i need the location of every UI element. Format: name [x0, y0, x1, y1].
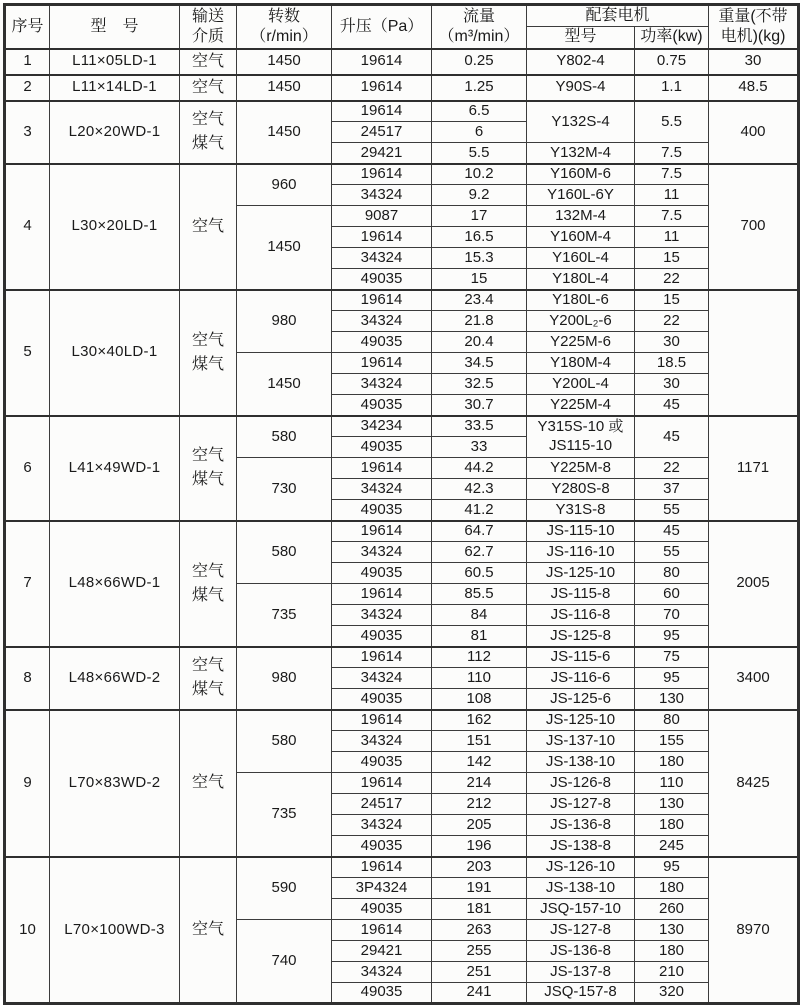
motor-model-cell: Y315S-10 或 JS115-10: [527, 416, 635, 458]
motor-power-cell: 95: [635, 668, 709, 689]
pressure-cell: 19614: [332, 584, 432, 605]
motor-power-cell: 11: [635, 185, 709, 206]
flow-cell: 21.8: [432, 311, 527, 332]
pressure-cell: 49035: [332, 395, 432, 416]
pressure-cell: 19614: [332, 773, 432, 794]
weight-cell: [709, 290, 799, 416]
pressure-cell: 19614: [332, 710, 432, 731]
flow-cell: 196: [432, 836, 527, 857]
seq-cell: 9: [5, 710, 50, 857]
motor-power-cell: 320: [635, 983, 709, 1004]
table-row: [5, 710, 799, 731]
col-header-flow: [432, 5, 527, 49]
motor-power-cell: 22: [635, 269, 709, 290]
seq-cell: 6: [5, 416, 50, 521]
pressure-cell: 19614: [332, 647, 432, 668]
motor-power-cell: 260: [635, 899, 709, 920]
speed-cell: 580: [237, 710, 332, 773]
motor-model-cell: Y160L-6Y: [527, 185, 635, 206]
pressure-cell: 19614: [332, 290, 432, 311]
motor-power-cell: 70: [635, 605, 709, 626]
seq-cell: 1: [5, 49, 50, 75]
weight-cell: 400: [709, 101, 799, 164]
flow-cell: 23.4: [432, 290, 527, 311]
pressure-cell: 19614: [332, 75, 432, 101]
flow-cell: 16.5: [432, 227, 527, 248]
flow-cell: 214: [432, 773, 527, 794]
model-cell: L41×49WD-1: [50, 416, 180, 521]
motor-model-cell: JS-116-6: [527, 668, 635, 689]
model-cell: L11×05LD-1: [50, 49, 180, 75]
motor-power-cell: 7.5: [635, 164, 709, 185]
blower-spec-table: [3, 3, 800, 1005]
scanned-spec-sheet: [0, 3, 800, 1001]
flow-cell: 17: [432, 206, 527, 227]
motor-power-cell: 180: [635, 752, 709, 773]
motor-model-cell: Y132S-4: [527, 101, 635, 143]
flow-cell: 15.3: [432, 248, 527, 269]
table-row: [5, 857, 799, 878]
motor-model-cell: Y225M-4: [527, 395, 635, 416]
motor-power-cell: 75: [635, 647, 709, 668]
pressure-cell: 34324: [332, 185, 432, 206]
motor-power-cell: 95: [635, 626, 709, 647]
motor-power-cell: 55: [635, 542, 709, 563]
motor-model-cell: Y160L-4: [527, 248, 635, 269]
motor-power-cell: 155: [635, 731, 709, 752]
pressure-cell: 19614: [332, 227, 432, 248]
pressure-cell: 49035: [332, 563, 432, 584]
motor-power-cell: 15: [635, 290, 709, 311]
flow-cell: 32.5: [432, 374, 527, 395]
motor-power-cell: 180: [635, 815, 709, 836]
table-body: [5, 49, 799, 1004]
flow-cell: 241: [432, 983, 527, 1004]
pressure-cell: 49035: [332, 437, 432, 458]
flow-cell: 84: [432, 605, 527, 626]
motor-power-cell: 80: [635, 563, 709, 584]
flow-cell: 9.2: [432, 185, 527, 206]
motor-model-cell: JS-116-10: [527, 542, 635, 563]
pressure-cell: 49035: [332, 752, 432, 773]
motor-model-cell: Y90S-4: [527, 75, 635, 101]
pressure-cell: 19614: [332, 521, 432, 542]
motor-power-cell: 37: [635, 479, 709, 500]
pressure-cell: 19614: [332, 101, 432, 122]
flow-cell: 112: [432, 647, 527, 668]
speed-cell: 1450: [237, 49, 332, 75]
col-header-flow-line2: （m³/min）: [438, 27, 520, 45]
motor-model-cell: Y180L-4: [527, 269, 635, 290]
motor-model-cell: JS-125-6: [527, 689, 635, 710]
motor-power-cell: 11: [635, 227, 709, 248]
col-header-motor-group: 配套电机: [527, 5, 709, 27]
seq-cell: 5: [5, 290, 50, 416]
pressure-cell: 3P4324: [332, 878, 432, 899]
motor-model-cell: Y802-4: [527, 49, 635, 75]
pressure-cell: 34234: [332, 416, 432, 437]
weight-cell: 2005: [709, 521, 799, 647]
pressure-cell: 9087: [332, 206, 432, 227]
motor-model-cell: JS-137-8: [527, 962, 635, 983]
medium-cell: 空气 煤气: [180, 521, 237, 647]
motor-power-cell: 130: [635, 920, 709, 941]
model-cell: L30×40LD-1: [50, 290, 180, 416]
motor-power-cell: 130: [635, 689, 709, 710]
motor-model-cell: Y200L-4: [527, 374, 635, 395]
weight-cell: 3400: [709, 647, 799, 710]
pressure-cell: 34324: [332, 815, 432, 836]
flow-cell: 15: [432, 269, 527, 290]
medium-cell: 空气: [180, 710, 237, 857]
flow-cell: 151: [432, 731, 527, 752]
flow-cell: 20.4: [432, 332, 527, 353]
pressure-cell: 49035: [332, 689, 432, 710]
medium-cell: 空气: [180, 49, 237, 75]
speed-cell: 960: [237, 164, 332, 206]
speed-cell: 590: [237, 857, 332, 920]
motor-model-cell: JS-116-8: [527, 605, 635, 626]
pressure-cell: 49035: [332, 626, 432, 647]
motor-model-cell: Y132M-4: [527, 143, 635, 164]
speed-cell: 1450: [237, 353, 332, 416]
flow-cell: 255: [432, 941, 527, 962]
flow-cell: 41.2: [432, 500, 527, 521]
speed-cell: 980: [237, 290, 332, 353]
motor-power-cell: 7.5: [635, 206, 709, 227]
motor-power-cell: 0.75: [635, 49, 709, 75]
flow-cell: 1.25: [432, 75, 527, 101]
table-row: [5, 647, 799, 668]
speed-cell: 580: [237, 521, 332, 584]
motor-power-cell: 7.5: [635, 143, 709, 164]
medium-cell: 空气 煤气: [180, 290, 237, 416]
medium-cell: 空气 煤气: [180, 101, 237, 164]
table-row: [5, 521, 799, 542]
motor-model-cell: Y200L₂-6: [527, 311, 635, 332]
flow-cell: 5.5: [432, 143, 527, 164]
speed-cell: 740: [237, 920, 332, 1004]
flow-cell: 251: [432, 962, 527, 983]
model-cell: L20×20WD-1: [50, 101, 180, 164]
pressure-cell: 34324: [332, 479, 432, 500]
motor-power-cell: 22: [635, 311, 709, 332]
pressure-cell: 34324: [332, 248, 432, 269]
motor-model-cell: Y180M-4: [527, 353, 635, 374]
pressure-cell: 34324: [332, 668, 432, 689]
col-header-motor-power: 功率(kw): [635, 27, 709, 49]
motor-power-cell: 180: [635, 941, 709, 962]
flow-cell: 42.3: [432, 479, 527, 500]
motor-model-cell: JS-138-10: [527, 752, 635, 773]
flow-cell: 44.2: [432, 458, 527, 479]
col-header-medium-line1: 输送: [191, 7, 224, 25]
motor-model-cell: JS-125-10: [527, 710, 635, 731]
header-row-1: [5, 5, 799, 27]
table-row: [5, 49, 799, 75]
col-header-weight: [709, 5, 799, 49]
flow-cell: 212: [432, 794, 527, 815]
seq-cell: 2: [5, 75, 50, 101]
flow-cell: 263: [432, 920, 527, 941]
medium-cell: 空气: [180, 164, 237, 290]
col-header-seq: 序号: [5, 5, 50, 49]
flow-cell: 191: [432, 878, 527, 899]
motor-model-cell: JS-115-10: [527, 521, 635, 542]
motor-model-cell: JS-126-8: [527, 773, 635, 794]
pressure-cell: 29421: [332, 143, 432, 164]
pressure-cell: 34324: [332, 374, 432, 395]
table-row: [5, 75, 799, 101]
motor-model-cell: Y31S-8: [527, 500, 635, 521]
pressure-cell: 49035: [332, 332, 432, 353]
motor-power-cell: 60: [635, 584, 709, 605]
pressure-cell: 24517: [332, 794, 432, 815]
speed-cell: 1450: [237, 206, 332, 290]
motor-power-cell: 30: [635, 374, 709, 395]
motor-model-cell: JS-127-8: [527, 920, 635, 941]
medium-cell: 空气 煤气: [180, 647, 237, 710]
model-cell: L30×20LD-1: [50, 164, 180, 290]
motor-power-cell: 180: [635, 878, 709, 899]
medium-cell: 空气: [180, 857, 237, 1004]
col-header-speed: [237, 5, 332, 49]
pressure-cell: 49035: [332, 269, 432, 290]
flow-cell: 142: [432, 752, 527, 773]
flow-cell: 110: [432, 668, 527, 689]
weight-cell: 700: [709, 164, 799, 290]
pressure-cell: 49035: [332, 899, 432, 920]
motor-power-cell: 45: [635, 395, 709, 416]
table-row: [5, 164, 799, 185]
col-header-flow-line1: 流量: [462, 7, 495, 25]
col-header-model: 型 号: [50, 5, 180, 49]
flow-cell: 203: [432, 857, 527, 878]
model-cell: L70×83WD-2: [50, 710, 180, 857]
pressure-cell: 19614: [332, 164, 432, 185]
motor-model-cell: JS-127-8: [527, 794, 635, 815]
motor-model-cell: JS-138-8: [527, 836, 635, 857]
speed-cell: 730: [237, 458, 332, 521]
col-header-speed-line2: （r/min）: [250, 27, 318, 45]
motor-power-cell: 95: [635, 857, 709, 878]
motor-model-cell: JS-138-10: [527, 878, 635, 899]
motor-power-cell: 110: [635, 773, 709, 794]
pressure-cell: 34324: [332, 605, 432, 626]
speed-cell: 980: [237, 647, 332, 710]
motor-power-cell: 80: [635, 710, 709, 731]
flow-cell: 33: [432, 437, 527, 458]
pressure-cell: 34324: [332, 731, 432, 752]
pressure-cell: 49035: [332, 983, 432, 1004]
motor-model-cell: JS-136-8: [527, 941, 635, 962]
flow-cell: 62.7: [432, 542, 527, 563]
pressure-cell: 19614: [332, 353, 432, 374]
col-header-medium-line2: 介质: [191, 27, 224, 45]
table-header: [5, 5, 799, 49]
motor-power-cell: 5.5: [635, 101, 709, 143]
motor-power-cell: 1.1: [635, 75, 709, 101]
weight-cell: 1171: [709, 416, 799, 521]
pressure-cell: 19614: [332, 49, 432, 75]
flow-cell: 33.5: [432, 416, 527, 437]
table-row: [5, 101, 799, 122]
pressure-cell: 34324: [332, 542, 432, 563]
model-cell: L48×66WD-2: [50, 647, 180, 710]
pressure-cell: 34324: [332, 962, 432, 983]
flow-cell: 6.5: [432, 101, 527, 122]
model-cell: L70×100WD-3: [50, 857, 180, 1004]
speed-cell: 580: [237, 416, 332, 458]
motor-model-cell: JS-136-8: [527, 815, 635, 836]
motor-power-cell: 245: [635, 836, 709, 857]
pressure-cell: 49035: [332, 500, 432, 521]
pressure-cell: 24517: [332, 122, 432, 143]
flow-cell: 60.5: [432, 563, 527, 584]
flow-cell: 162: [432, 710, 527, 731]
motor-power-cell: 30: [635, 332, 709, 353]
flow-cell: 6: [432, 122, 527, 143]
motor-power-cell: 55: [635, 500, 709, 521]
flow-cell: 181: [432, 899, 527, 920]
motor-model-cell: JSQ-157-8: [527, 983, 635, 1004]
speed-cell: 1450: [237, 101, 332, 164]
col-header-weight-line2: 电机)(kg): [720, 27, 786, 45]
seq-cell: 8: [5, 647, 50, 710]
motor-power-cell: 15: [635, 248, 709, 269]
speed-cell: 735: [237, 773, 332, 857]
seq-cell: 4: [5, 164, 50, 290]
motor-model-cell: JS-115-6: [527, 647, 635, 668]
table-row: [5, 290, 799, 311]
motor-model-cell: JSQ-157-10: [527, 899, 635, 920]
motor-model-cell: Y280S-8: [527, 479, 635, 500]
motor-model-cell: JS-126-10: [527, 857, 635, 878]
motor-power-cell: 18.5: [635, 353, 709, 374]
weight-cell: 8970: [709, 857, 799, 1004]
motor-power-cell: 22: [635, 458, 709, 479]
weight-cell: 8425: [709, 710, 799, 857]
flow-cell: 30.7: [432, 395, 527, 416]
motor-model-cell: JS-115-8: [527, 584, 635, 605]
motor-power-cell: 210: [635, 962, 709, 983]
pressure-cell: 29421: [332, 941, 432, 962]
col-header-motor-model: 型号: [527, 27, 635, 49]
col-header-weight-line1: 重量(不带: [718, 7, 788, 25]
flow-cell: 205: [432, 815, 527, 836]
speed-cell: 735: [237, 584, 332, 647]
motor-model-cell: Y225M-8: [527, 458, 635, 479]
flow-cell: 64.7: [432, 521, 527, 542]
motor-model-cell: 132M-4: [527, 206, 635, 227]
col-header-medium: [180, 5, 237, 49]
motor-power-cell: 45: [635, 521, 709, 542]
medium-cell: 空气 煤气: [180, 416, 237, 521]
motor-power-cell: 130: [635, 794, 709, 815]
flow-cell: 34.5: [432, 353, 527, 374]
flow-cell: 85.5: [432, 584, 527, 605]
weight-cell: 30: [709, 49, 799, 75]
pressure-cell: 34324: [332, 311, 432, 332]
pressure-cell: 49035: [332, 836, 432, 857]
flow-cell: 10.2: [432, 164, 527, 185]
model-cell: L48×66WD-1: [50, 521, 180, 647]
weight-cell: 48.5: [709, 75, 799, 101]
pressure-cell: 19614: [332, 920, 432, 941]
motor-model-cell: Y160M-6: [527, 164, 635, 185]
flow-cell: 108: [432, 689, 527, 710]
motor-model-cell: Y160M-4: [527, 227, 635, 248]
motor-model-cell: JS-125-10: [527, 563, 635, 584]
seq-cell: 7: [5, 521, 50, 647]
motor-power-cell: 45: [635, 416, 709, 458]
pressure-cell: 19614: [332, 458, 432, 479]
col-header-pressure: 升压（Pa）: [332, 5, 432, 49]
medium-cell: 空气: [180, 75, 237, 101]
col-header-speed-line1: 转数: [267, 7, 300, 25]
speed-cell: 1450: [237, 75, 332, 101]
flow-cell: 81: [432, 626, 527, 647]
pressure-cell: 19614: [332, 857, 432, 878]
seq-cell: 3: [5, 101, 50, 164]
motor-model-cell: Y225M-6: [527, 332, 635, 353]
motor-model-cell: Y180L-6: [527, 290, 635, 311]
seq-cell: 10: [5, 857, 50, 1004]
flow-cell: 0.25: [432, 49, 527, 75]
motor-model-cell: JS-125-8: [527, 626, 635, 647]
motor-model-cell: JS-137-10: [527, 731, 635, 752]
model-cell: L11×14LD-1: [50, 75, 180, 101]
table-row: [5, 416, 799, 437]
